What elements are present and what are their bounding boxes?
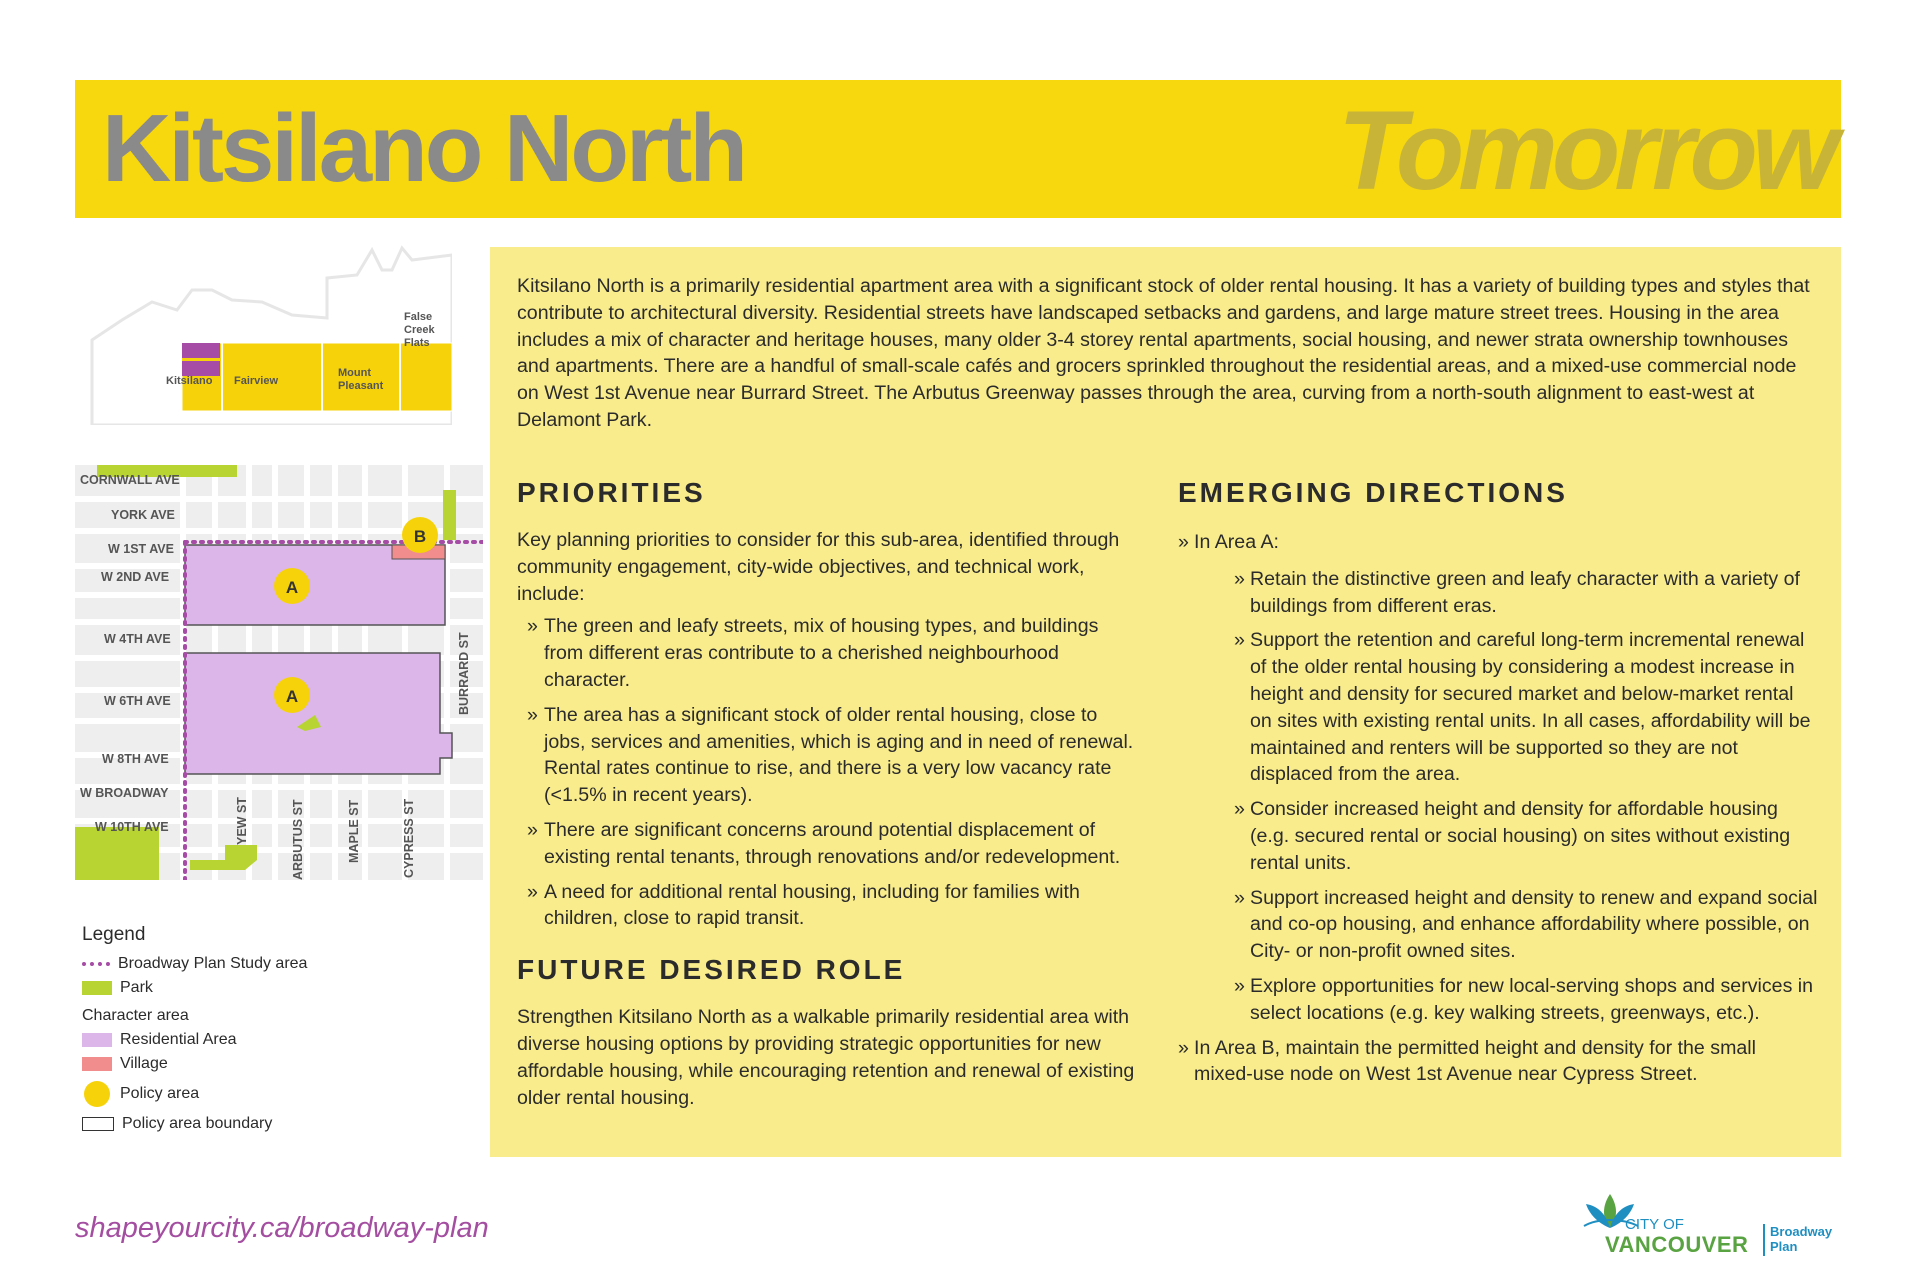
legend-label-study-area: Broadway Plan Study area	[118, 955, 308, 972]
legend-item-residential	[82, 1028, 422, 1052]
list-item: » The green and leafy streets, mix of housing types, and buildings from different eras contribute to a cherished neighbourhood character.	[527, 615, 1099, 691]
logo-broadway-plan	[1770, 1224, 1840, 1254]
list-item: » Explore opportunities for new local-serving shops and services in select locations (e.g. key walking streets, greenways, etc.).	[1234, 974, 1814, 1024]
logo-plan-line2: Plan	[1770, 1239, 1798, 1254]
street-label-yew: YEW ST	[235, 797, 249, 845]
city-of-vancouver-logo	[1580, 1188, 1845, 1258]
legend-label-residential: Residential Area	[120, 1031, 237, 1048]
list-item: » There are significant concerns around potential displacement of existing rental tenants, through renovations and/or redevelopment.	[527, 818, 1121, 868]
logo-plan-line1: Broadway	[1770, 1224, 1833, 1239]
future-role-text: Strengthen Kitsilano North as a walkable primarily residential area with diverse housing options by providing strategic opportunities for new affordable housing, while encouraging retention and renewal of existing older rental housing.	[517, 1006, 1135, 1109]
future-role-heading: FUTURE DESIRED ROLE	[517, 954, 906, 986]
priorities-list	[517, 613, 1142, 932]
park-swatch	[82, 981, 112, 995]
legend-item-policy-area	[82, 1076, 422, 1112]
village-swatch	[82, 1057, 112, 1071]
keymap-label-kitsilano: Kitsilano	[166, 375, 213, 387]
list-item: » The area has a significant stock of older rental housing, close to jobs, services and amenities, which is aging and in need of renewal. Rental rates continue to rise, and there is a very low vacancy rate (<1.5% in recent years).	[527, 703, 1134, 807]
list-item: » Support increased height and density to renew and expand social and co-op housing, and enhance affordability where possible, on City- or non-profit owned sites.	[1234, 886, 1818, 963]
intro-paragraph: Kitsilano North is a primarily residential apartment area with a significant stock of older rental housing. It has a variety of building types and styles that contribute to architectural diversity. Residential streets have landscaped setbacks and gardens, and large mature street trees. Housing in the area includes a mix of character and heritage houses, many older 3-4 storey rental apartments, social housing, and newer strata ownership townhouses and apartments. There are a handful of small-scale cafés and grocers sprinkled throughout the residential areas, and a mixed-use commercial node on West 1st Avenue near Burrard Street. The Arbutus Greenway passes through the area, curving from a north-south alignment to east-west at Delamont Park.	[517, 275, 1810, 431]
directions-heading: EMERGING DIRECTIONS	[1178, 477, 1568, 508]
legend-heading-character-area: Character area	[82, 1007, 189, 1024]
priorities-heading: PRIORITIES	[517, 477, 706, 508]
directions-list	[1178, 529, 1818, 1088]
street-label-w10th: W 10TH AVE	[95, 820, 169, 834]
list-item: » In Area A: » Retain the distinctive green and leafy character with a variety of buildings from different eras. » Support the retention and careful long-term incremental renewal of the older rental housing by considering a modest increase in height and density for secured market and below-market rental on sites with existing rental units. In all cases, affordability will be maintained and renters will be supported so they are not displaced from the area. » Consider increased height and density for affordable housing (e.g. secured rental or social housing) on sites without existing rental units. » Support increased height and density to renew and expand social and co-op housing, and enhance affordability where possible, on City- or non-profit owned sites. » Explore opportunities for new local-serving shops and services in select locations (e.g. key walking streets, greenways, etc.).	[1178, 529, 1818, 1027]
legend-label-park: Park	[120, 979, 153, 996]
policy-marker-a-north: A	[285, 578, 299, 597]
area-map	[75, 465, 483, 880]
list-item: » In Area B, maintain the permitted height and density for the small mixed-use node on West 1st Avenue near Cypress Street.	[1178, 1036, 1756, 1086]
keymap-label-false: False	[404, 311, 433, 323]
study-area-swatch	[82, 962, 110, 966]
policy-area-swatch	[84, 1081, 110, 1107]
policy-marker-a-south: A	[285, 687, 299, 706]
list-item: » A need for additional rental housing, including for families with children, close to rapid transit.	[527, 880, 1080, 930]
legend-item-study-area	[82, 952, 422, 976]
page-title: Kitsilano North	[102, 95, 745, 202]
title-bar	[75, 80, 1841, 218]
list-item: » Support the retention and careful long-term incremental renewal of the older rental housing by considering a modest increase in height and density for secured market and below-market rental on sites with existing rental units. In all cases, affordability will be maintained and renters will be supported so they are not displaced from the area.	[1234, 629, 1811, 786]
policy-marker-b: B	[413, 527, 427, 546]
logo-divider	[1763, 1224, 1765, 1256]
legend-label-village: Village	[120, 1055, 168, 1072]
map-legend	[82, 924, 422, 1136]
street-label-broadway: W BROADWAY	[80, 786, 169, 800]
page-tagline: Tomorrow	[1337, 88, 1833, 213]
priorities-lead: Key planning priorities to consider for this sub-area, identified through community engagement, city-wide objectives, and technical work, include:	[517, 529, 1120, 605]
right-column	[1178, 477, 1818, 1096]
legend-label-policy-area: Policy area	[120, 1085, 200, 1102]
content-panel	[490, 247, 1841, 1157]
website-link[interactable]: shapeyourcity.ca/broadway-plan	[75, 1212, 489, 1244]
area-a-list	[1194, 566, 1818, 1027]
keymap-label-fairview: Fairview	[234, 375, 279, 387]
policy-boundary-swatch	[82, 1117, 114, 1131]
logo-vancouver: VANCOUVER	[1605, 1232, 1749, 1257]
key-map	[82, 240, 452, 425]
street-label-cypress: CYPRESS ST	[402, 798, 416, 878]
street-label-cornwall: CORNWALL AVE	[80, 473, 180, 487]
street-label-arbutus: ARBUTUS ST	[291, 799, 305, 880]
left-column	[517, 477, 1142, 1111]
keymap-label-pleasant: Pleasant	[338, 380, 384, 392]
street-label-w1st: W 1ST AVE	[108, 542, 174, 556]
legend-label-policy-boundary: Policy area boundary	[122, 1115, 273, 1132]
street-label-w6th: W 6TH AVE	[104, 694, 171, 708]
street-label-burrard: BURRARD ST	[457, 632, 471, 715]
keymap-label-creek: Creek	[404, 324, 435, 336]
legend-item-village	[82, 1052, 422, 1076]
legend-title: Legend	[82, 924, 146, 945]
list-item: » Consider increased height and density for affordable housing (e.g. secured rental or social housing) on sites without existing rental units.	[1234, 798, 1791, 874]
legend-item-policy-boundary	[82, 1112, 422, 1136]
legend-item-park	[82, 976, 422, 1000]
keymap-label-flats: Flats	[404, 337, 430, 349]
logo-city-of: CITY OF	[1625, 1216, 1684, 1233]
keymap-label-mount: Mount	[338, 367, 371, 379]
street-label-york: YORK AVE	[111, 508, 175, 522]
list-item: » Retain the distinctive green and leafy character with a variety of buildings from different eras.	[1234, 567, 1801, 617]
street-label-maple: MAPLE ST	[347, 799, 361, 863]
street-label-w2nd: W 2ND AVE	[101, 570, 170, 584]
street-label-w4th: W 4TH AVE	[104, 632, 171, 646]
residential-swatch	[82, 1033, 112, 1047]
street-label-w8th: W 8TH AVE	[102, 752, 169, 766]
